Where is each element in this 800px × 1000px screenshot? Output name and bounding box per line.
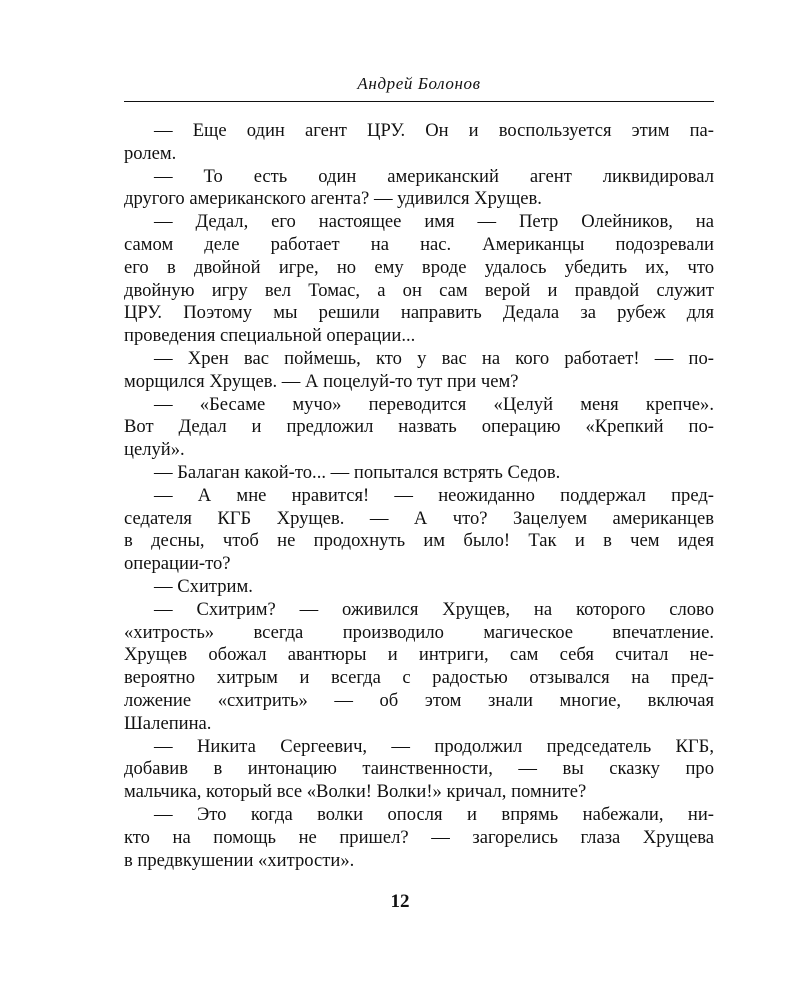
text-line: морщился Хрущев. — А поцелуй-то тут при чем? <box>124 370 519 392</box>
text-line: — Схитрим? — оживился Хрущев, на которого слово <box>154 598 714 620</box>
text-line: другого американского агента? — удивился Хрущев. <box>124 188 542 210</box>
text-line: проведения специальной операции... <box>124 325 416 347</box>
text-line: — Балаган какой-то... — попытался встрять Седов. <box>154 461 561 483</box>
header-rule <box>124 101 714 102</box>
text-line: — «Бесаме мучо» переводится «Целуй меня крепче». <box>154 393 714 415</box>
text-line: — Хрен вас поймешь, кто у вас на кого работает! — по- <box>154 347 714 369</box>
text-line: вероятно хитрым и всегда с радостью отзывался на пред- <box>124 667 714 689</box>
text-line: — Схитрим. <box>154 575 253 597</box>
text-line: Хрущев обожал авантюры и интриги, сам себя считал не- <box>124 644 714 666</box>
text-line: самом деле работает на нас. Американцы подозревали <box>124 233 714 255</box>
text-line: двойную игру вел Томас, а он сам верой и правдой служит <box>124 279 714 301</box>
text-line: добавив в интонацию таинственности, — вы сказку про <box>124 758 714 780</box>
text-line: седателя КГБ Хрущев. — А что? Зацелуем американцев <box>124 507 714 529</box>
text-line: его в двойной игре, но ему вроде удалось убедить их, что <box>124 256 714 278</box>
page-number: 12 <box>390 891 410 912</box>
text-line: ЦРУ. Поэтому мы решили направить Дедала за рубеж для <box>124 302 714 324</box>
text-line: «хитрость» всегда производило магическое впечатление. <box>124 621 714 643</box>
text-line: ложение «схитрить» — об этом знали многие, включая <box>124 689 714 711</box>
text-line: в предвкушении «хитрости». <box>124 849 355 871</box>
text-line: целуй». <box>124 439 185 461</box>
text-line: — Это когда волки опосля и впрямь набежали, ни- <box>154 803 714 825</box>
text-line: — То есть один американский агент ликвидировал <box>154 165 714 187</box>
text-line: мальчика, который все «Волки! Волки!» кричал, помните? <box>124 781 587 803</box>
text-line: ролем. <box>124 142 177 164</box>
text-line: Шалепина. <box>124 712 212 734</box>
text-line: в десны, чтоб не продохнуть им было! Так и в чем идея <box>124 530 714 552</box>
text-line: Вот Дедал и предложил назвать операцию «Крепкий по- <box>124 416 714 438</box>
text-line: — Никита Сергеевич, — продолжил председатель КГБ, <box>154 735 714 757</box>
text-line: — А мне нравится! — неожиданно поддержал пред- <box>154 484 714 506</box>
text-line: кто на помощь не пришел? — загорелись глаза Хрущева <box>124 826 714 848</box>
body-text <box>124 120 714 872</box>
text-line: — Дедал, его настоящее имя — Петр Олейников, на <box>154 211 714 233</box>
text-line: операции-то? <box>124 553 231 575</box>
text-line: — Еще один агент ЦРУ. Он и воспользуется этим па- <box>154 120 714 141</box>
running-header: Андрей Болонов <box>357 74 481 93</box>
